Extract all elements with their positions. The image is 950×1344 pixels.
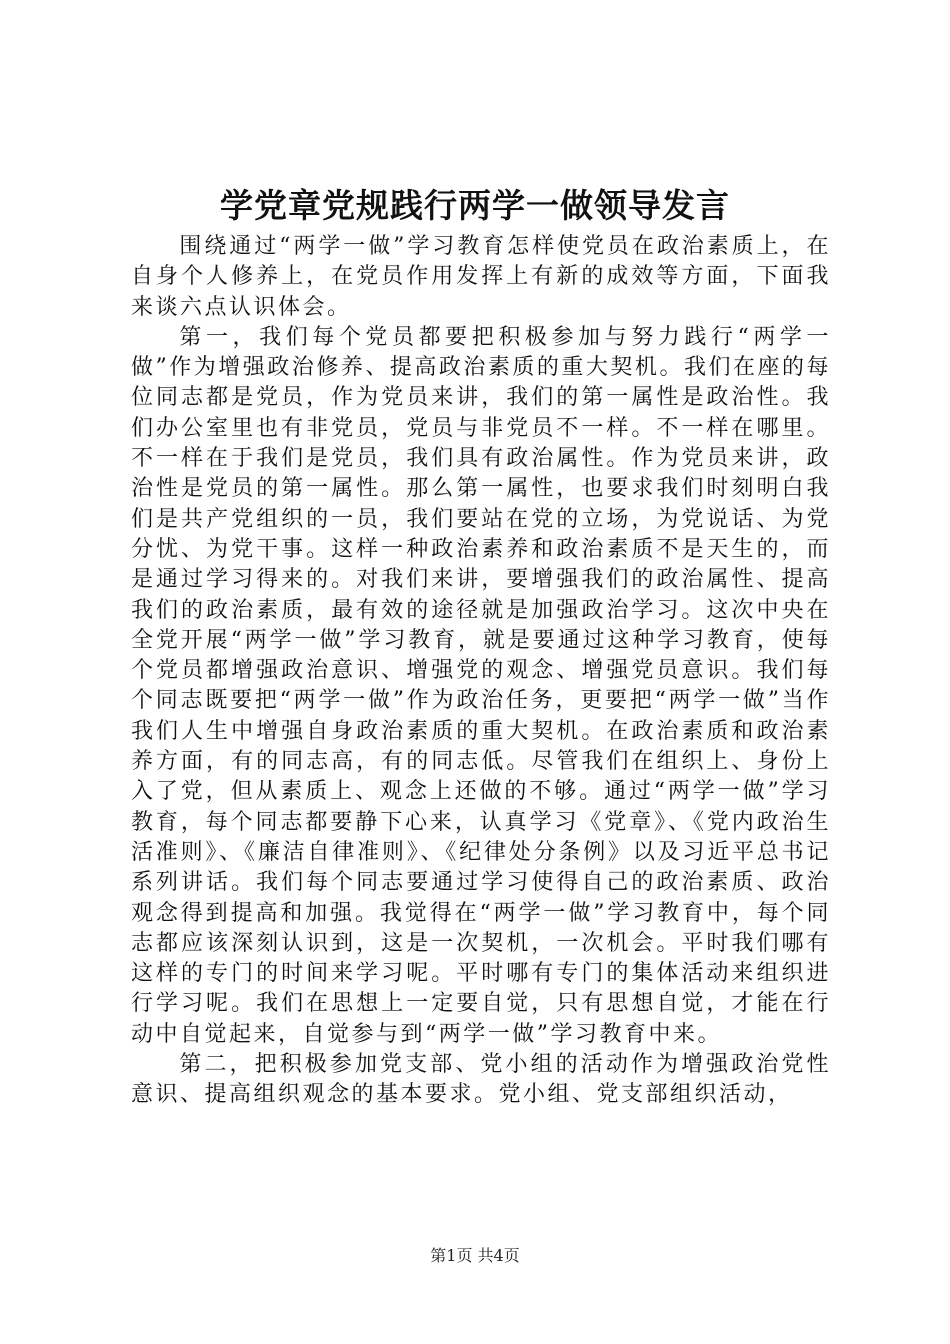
document-body (131, 232, 831, 1111)
paragraph-first-point: 第一，我们每个党员都要把积极参加与努力践行“两学一做”作为增强政治修养、提高政治素质的重大契机。我们在座的每位同志都是党员，作为党员来讲，我们的第一属性是政治性。我们办公室里也有非党员，党员与非党员不一样。不一样在哪里。不一样在于我们是党员，我们具有政治属性。作为党员来讲，政治性是党员的第一属性。那么第一属性，也要求我们时刻明白我们是共产党组织的一员，我们要站在党的立场，为党说话、为党分忧、为党干事。这样一种政治素养和政治素质不是天生的，而是通过学习得来的。对我们来讲，要增强我们的政治属性、提高我们的政治素质，最有效的途径就是加强政治学习。这次中央在全党开展“两学一做”学习教育，就是要通过这种学习教育，使每个党员都增强政治意识、增强党的观念、增强党员意识。我们每个同志既要把“两学一做”作为政治任务，更要把“两学一做”当作我们人生中增强自身政治素质的重大契机。在政治素质和政治素养方面，有的同志高，有的同志低。尽管我们在组织上、身份上入了党，但从素质上、观念上还做的不够。通过“两学一做”学习教育，每个同志都要静下心来，认真学习《党章》、《党内政治生活准则》、《廉洁自律准则》、《纪律处分条例》以及习近平总书记系列讲话。我们每个同志要通过学习使得自己的政治素质、政治观念得到提高和加强。我觉得在“两学一做”学习教育中，每个同志都应该深刻认识到，这是一次契机，一次机会。平时我们哪有这样的专门的时间来学习呢。平时哪有专门的集体活动来组织进行学习呢。我们在思想上一定要自觉，只有思想自觉，才能在行动中自觉起来，自觉参与到“两学一做”学习教育中来。 (131, 324, 831, 1047)
page-number-footer: 第1页 共4页 (430, 1246, 520, 1265)
paragraph-second-point: 第二，把积极参加党支部、党小组的活动作为增强政治党性意识、提高组织观念的基本要求。党小组、党支部组织活动， (131, 1052, 831, 1108)
document-title: 学党章党规践行两学一做领导发言 (220, 186, 730, 225)
paragraph-intro: 围绕通过“两学一做”学习教育怎样使党员在政治素质上，在自身个人修养上，在党员作用发挥上有新的成效等方面，下面我来谈六点认识体会。 (131, 234, 831, 320)
